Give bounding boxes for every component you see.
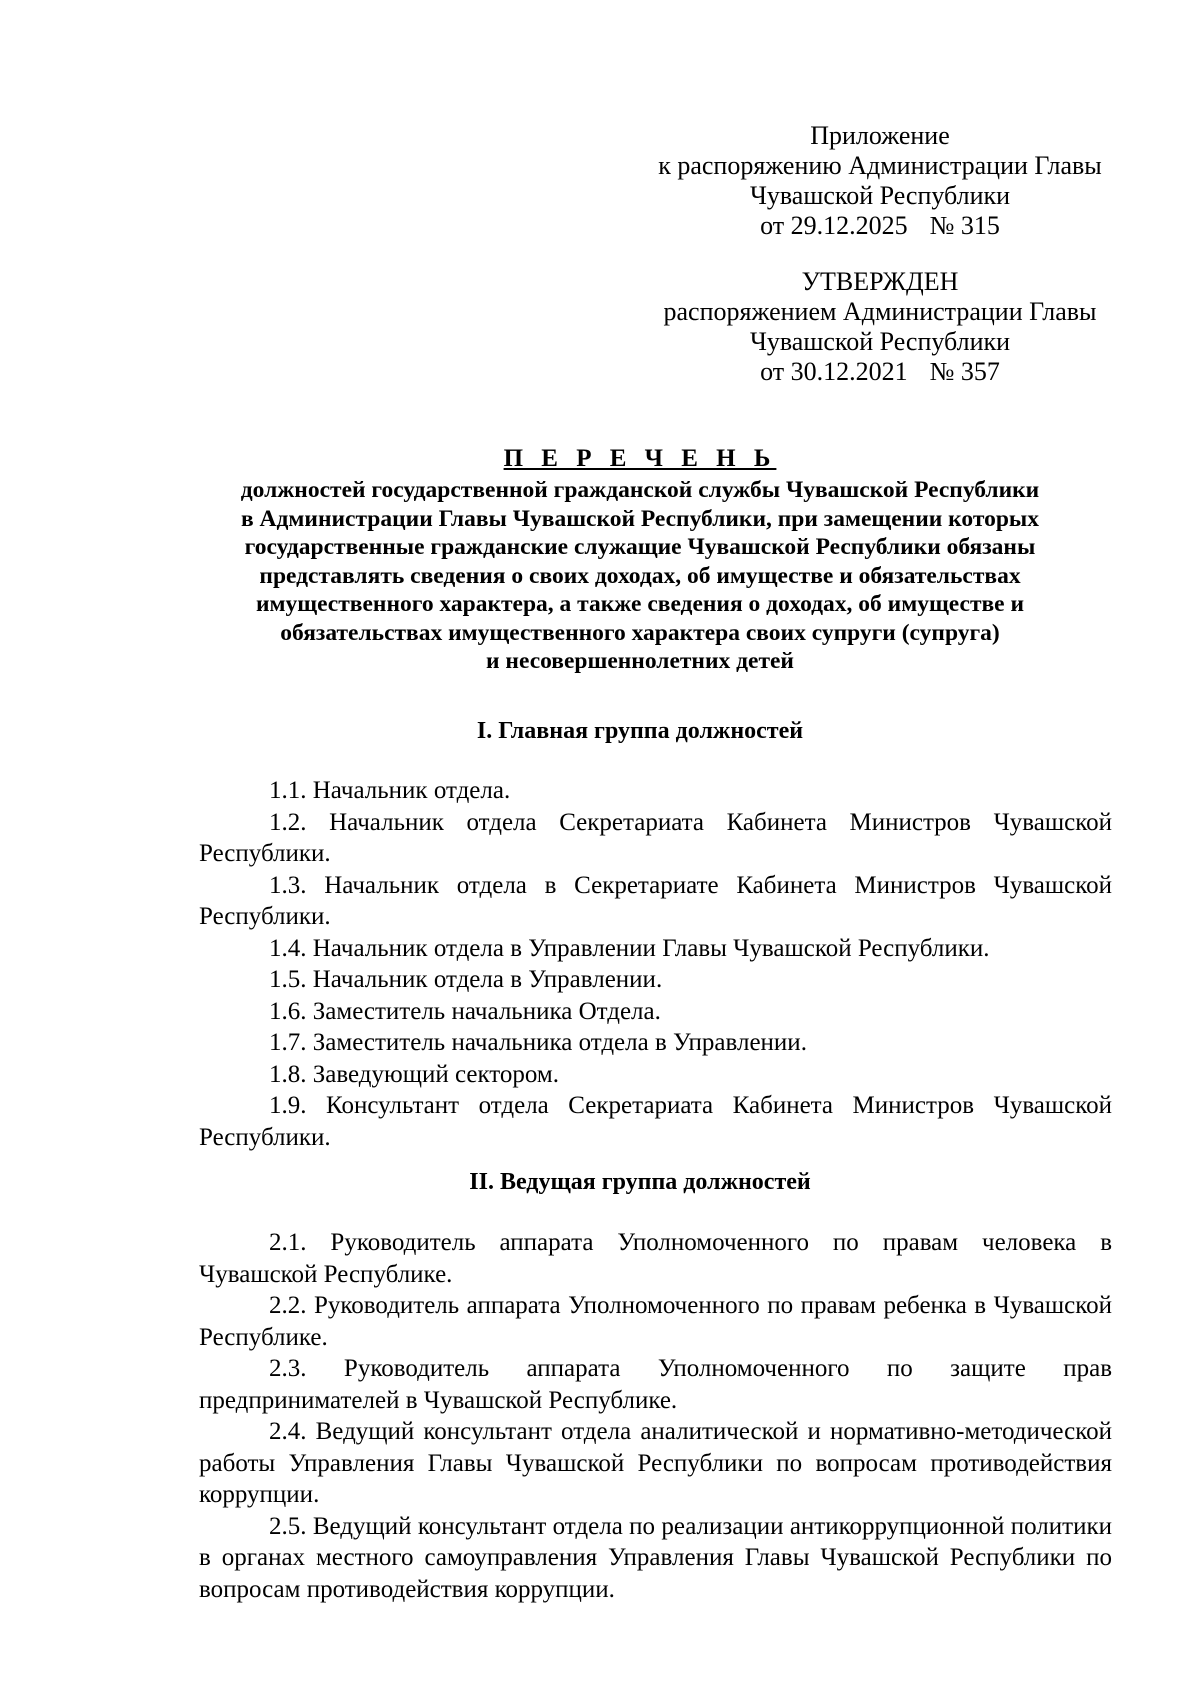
list-item: 1.6. Заместитель начальника Отдела.	[269, 997, 661, 1025]
annex-title: Приложение	[810, 121, 950, 150]
section-2-list	[199, 1227, 1112, 1605]
list-item: 1.9. Консультант отдела Секретариата Кабинета Министров Чувашской Республики.	[199, 1092, 1112, 1151]
document-title: П Е Р Е Ч Е Н Ь	[503, 445, 777, 472]
subtitle-line: обязательствах имущественного характера своих супруги (супруга)	[280, 619, 1000, 646]
subtitle-line: государственные гражданские служащие Чувашской Республики обязаны	[244, 534, 1036, 560]
section-2-heading: II. Ведущая группа должностей	[469, 1169, 811, 1195]
approved-block	[630, 267, 1130, 387]
approved-date-line	[630, 357, 1130, 387]
list-item: 2.2. Руководитель аппарата Уполномоченного по правам ребенка в Чувашской Республике.	[199, 1292, 1112, 1351]
list-item: 1.5. Начальник отдела в Управлении.	[269, 966, 663, 993]
list-item: 2.3. Руководитель аппарата Уполномоченного по защите прав предпринимателей в Чувашской Республике.	[199, 1355, 1112, 1414]
annex-date-line	[630, 211, 1130, 241]
annex-line-1: к распоряжению Администрации Главы	[658, 151, 1102, 180]
list-item: 2.4. Ведущий консультант отдела аналитической и нормативно-методической работы Управления Главы Чувашской Республики по вопросам противодействия коррупции.	[199, 1418, 1112, 1508]
annex-block	[630, 121, 1130, 241]
annex-number: № 315	[929, 211, 1000, 240]
section-1-heading: I. Главная группа должностей	[476, 718, 804, 744]
list-item: 1.4. Начальник отдела в Управлении Главы Чувашской Республики.	[269, 934, 990, 962]
subtitle-line: имущественного характера, а также сведения о доходах, об имуществе и	[255, 591, 1025, 617]
list-item: 1.1. Начальник отдела.	[269, 777, 511, 804]
annex-line-2: Чувашской Республики	[749, 181, 1011, 210]
subtitle-line: и несовершеннолетних детей	[486, 648, 794, 674]
list-item: 1.3. Начальник отдела в Секретариате Кабинета Министров Чувашской Республики.	[199, 871, 1112, 930]
list-item: 1.8. Заведующий сектором.	[269, 1060, 559, 1088]
annex-date: от 29.12.2025	[760, 211, 908, 240]
subtitle-line: должностей государственной гражданской службы Чувашской Республики	[240, 477, 1040, 503]
approved-line-1: распоряжением Администрации Главы	[663, 297, 1097, 326]
section-1-list	[199, 775, 1112, 1153]
approved-date: от 30.12.2021	[760, 357, 908, 386]
approved-title: УТВЕРЖДЕН	[801, 267, 959, 296]
list-item: 2.1. Руководитель аппарата Уполномоченного по правам человека в Чувашской Республике.	[199, 1229, 1112, 1288]
subtitle-line: в Администрации Главы Чувашской Республики, при замещении которых	[240, 505, 1039, 532]
list-item: 1.7. Заместитель начальника отдела в Управлении.	[269, 1029, 807, 1056]
subtitle-line: представлять сведения о своих доходах, об имуществе и обязательствах	[259, 562, 1021, 589]
document-title-block	[170, 444, 1110, 676]
approved-number: № 357	[929, 357, 1000, 386]
list-item: 1.2. Начальник отдела Секретариата Кабинета Министров Чувашской Республики.	[199, 808, 1112, 867]
list-item: 2.5. Ведущий консультант отдела по реализации антикоррупционной политики в органах местного самоуправления Управления Главы Чувашской Республики по вопросам противодействия коррупции.	[199, 1512, 1112, 1603]
approved-line-2: Чувашской Республики	[749, 327, 1011, 356]
